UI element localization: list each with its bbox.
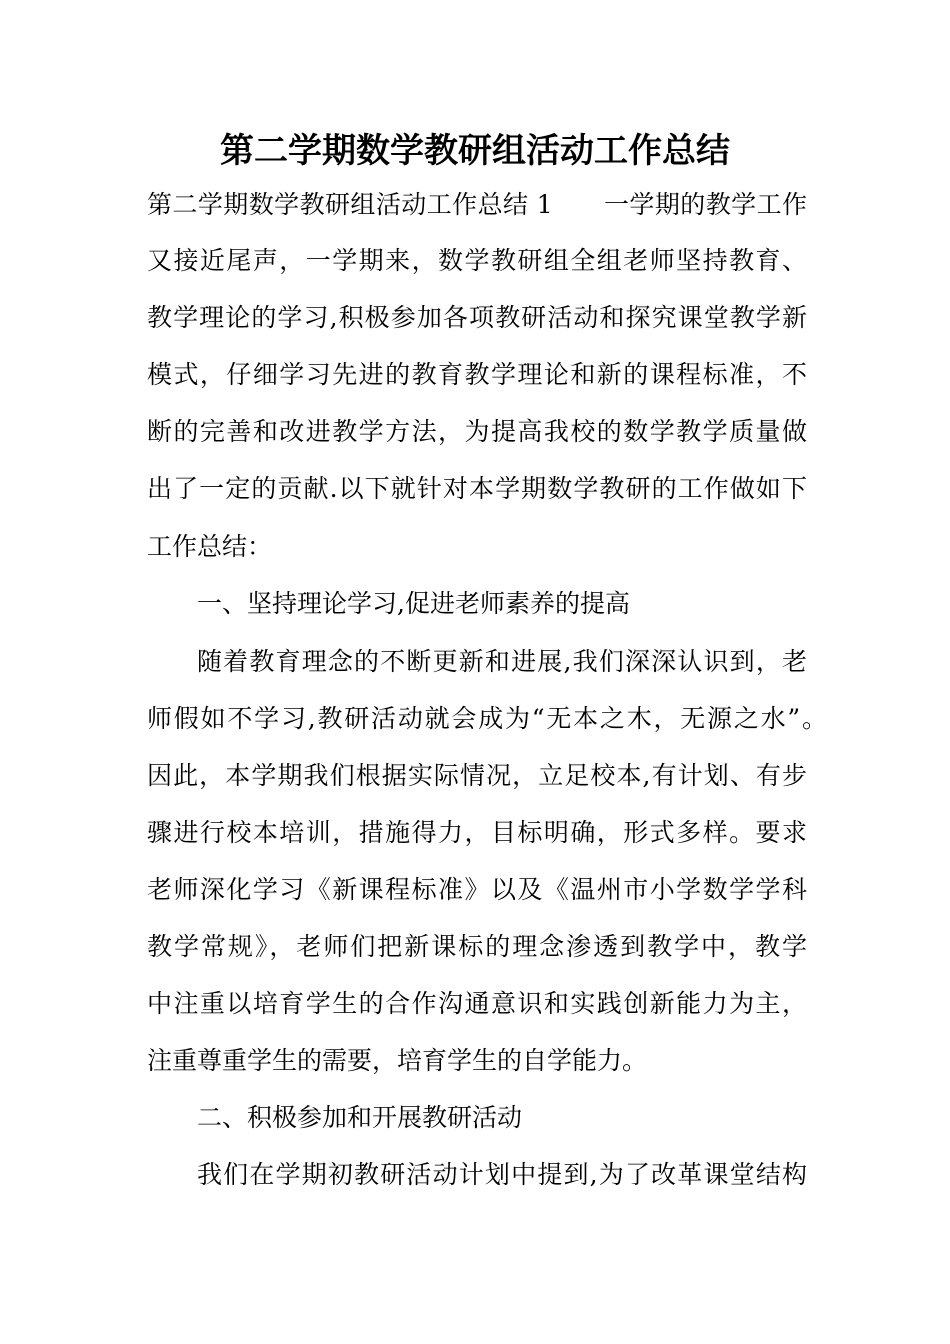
body-line-12: 骤进行校本培训，措施得力，目标明确，形式多样。要求 bbox=[147, 818, 807, 847]
body-line-14: 教学常规》，老师们把新课标的理念渗透到教学中，教学 bbox=[147, 932, 807, 961]
body-line-7: 工作总结： bbox=[147, 532, 273, 561]
body-line-13: 老师深化学习《新课程标准》以及《温州市小学数学学科 bbox=[147, 875, 807, 904]
section-heading-1: 一、坚持理论学习,促进老师素养的提高 bbox=[197, 589, 630, 618]
body-line-15: 中注重以培育学生的合作沟通意识和实践创新能力为主， bbox=[147, 989, 807, 1018]
document-title: 第二学期数学教研组活动工作总结 bbox=[220, 131, 730, 171]
body-line-16: 注重尊重学生的需要，培育学生的自学能力。 bbox=[147, 1046, 648, 1075]
body-line-1: 第二学期数学教研组活动工作总结 1 一学期的教学工作 bbox=[147, 190, 807, 219]
section-heading-2: 二、积极参加和开展教研活动 bbox=[197, 1103, 523, 1132]
body-line-10: 师假如不学习,教研活动就会成为“无本之木，无源之水”。 bbox=[147, 704, 827, 733]
body-line-6: 出了一定的贡献.以下就针对本学期数学教研的工作做如下 bbox=[147, 474, 807, 503]
body-line-5: 断的完善和改进教学方法，为提高我校的数学教学质量做 bbox=[147, 417, 807, 446]
body-line-2: 又接近尾声，一学期来，数学教研组全组老师坚持教育、 bbox=[147, 246, 807, 275]
body-line-9: 随着教育理念的不断更新和进展,我们深深认识到，老 bbox=[197, 647, 807, 676]
body-line-18: 我们在学期初教研活动计划中提到,为了改革课堂结构 bbox=[197, 1160, 807, 1189]
body-line-3: 教学理论的学习,积极参加各项教研活动和探究课堂教学新 bbox=[147, 303, 807, 332]
body-line-11: 因此，本学期我们根据实际情况，立足校本,有计划、有步 bbox=[147, 761, 807, 790]
body-line-4: 模式，仔细学习先进的教育教学理论和新的课程标准，不 bbox=[147, 360, 807, 389]
